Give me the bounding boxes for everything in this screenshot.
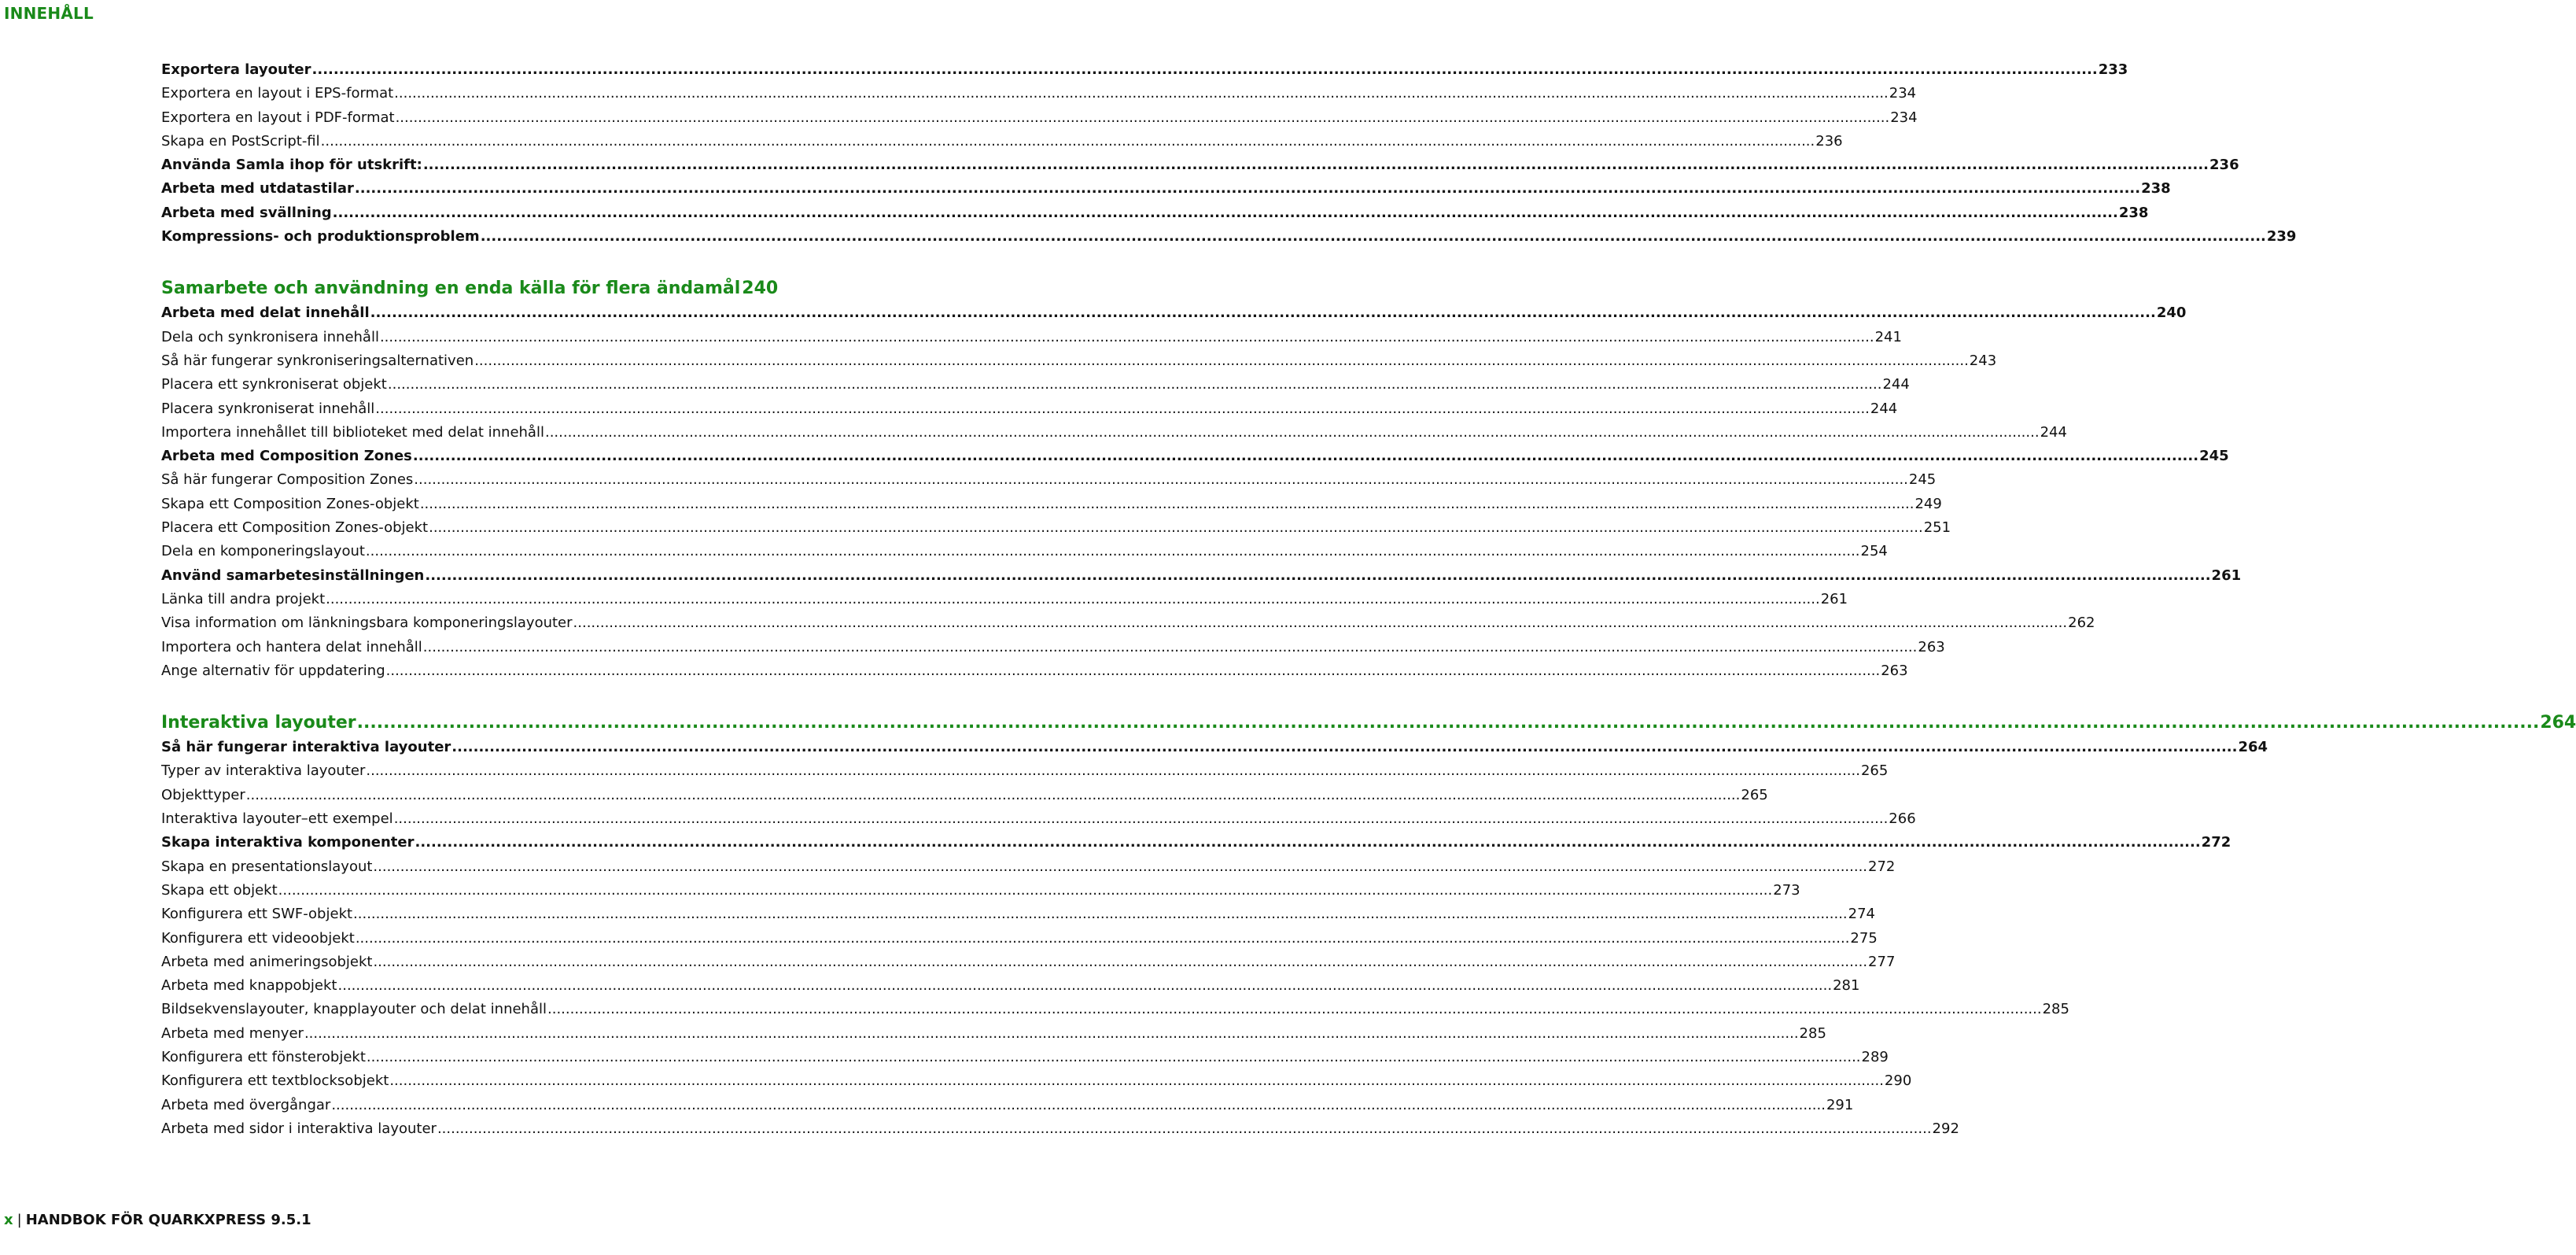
toc-entry-label: Arbeta med svällning (161, 204, 332, 221)
toc-entry-page-number: 290 (1884, 1072, 1912, 1090)
toc-dot-leader (481, 225, 2266, 249)
toc-entry-page-number: 236 (1815, 132, 1843, 149)
toc-dot-leader (278, 879, 1773, 902)
toc-entry-page-number: 291 (1826, 1096, 1854, 1113)
toc-entry[interactable] (161, 974, 1860, 998)
toc-entry-label: Skapa interaktiva komponenter (161, 834, 415, 851)
toc-dot-leader (547, 998, 2042, 1021)
toc-dot-leader (425, 564, 2210, 588)
toc-entry-label: Konfigurera ett videoobjekt (161, 929, 355, 947)
toc-entry[interactable] (161, 540, 1888, 563)
toc-chapter-entry[interactable] (161, 710, 2576, 736)
toc-entry-label: Arbeta med menyer (161, 1024, 304, 1042)
toc-dot-leader (420, 493, 1914, 516)
toc-entry-label: Dela och synkronisera innehåll (161, 328, 379, 345)
toc-entry[interactable] (161, 879, 1800, 902)
page-footer (4, 1212, 311, 1228)
toc-entry[interactable] (161, 58, 2128, 82)
toc-entry-page-number: 236 (2209, 157, 2239, 174)
toc-entry[interactable] (161, 831, 2231, 855)
toc-entry[interactable] (161, 130, 1843, 153)
toc-dot-leader (474, 349, 1969, 373)
toc-entry[interactable] (161, 611, 2095, 635)
toc-entry-label: Placera ett synkroniserat objekt (161, 376, 387, 393)
toc-entry[interactable] (161, 1094, 1854, 1117)
toc-entry-label: Interaktiva layouter (161, 713, 356, 733)
toc-entry-label: Konfigurera ett fönsterobjekt (161, 1048, 366, 1065)
toc-entry-page-number: 292 (1932, 1120, 1959, 1137)
toc-entry[interactable] (161, 516, 1951, 540)
toc-entry-page-number: 281 (1833, 977, 1860, 995)
page-header-title: INNEHÅLL (4, 4, 94, 23)
toc-entry[interactable] (161, 493, 1942, 516)
toc-entry[interactable] (161, 902, 1876, 926)
toc-entry-page-number: 249 (1914, 495, 1942, 512)
toc-entry-page-number: 261 (2211, 567, 2242, 584)
toc-dot-leader (353, 902, 1848, 926)
toc-dot-leader (413, 445, 2198, 468)
toc-entry-page-number: 251 (1923, 519, 1951, 537)
toc-dot-leader (304, 1022, 1799, 1046)
toc-entry[interactable] (161, 636, 1945, 659)
toc-dot-leader (396, 106, 1890, 130)
toc-entry[interactable] (161, 349, 1997, 373)
toc-entry-label: Dela en komponeringslayout (161, 543, 365, 560)
toc-entry-page-number: 254 (1860, 543, 1888, 560)
toc-entry-label: Så här fungerar synkroniseringsalternativen (161, 352, 474, 369)
toc-entry[interactable] (161, 1117, 1959, 1141)
toc-entry-page-number: 234 (1889, 85, 1917, 102)
toc-entry-label: Exportera layouter (161, 61, 311, 78)
toc-entry-label: Arbeta med sidor i interaktiva layouter (161, 1120, 437, 1137)
toc-entry[interactable] (161, 736, 2268, 759)
toc-entry-label: Importera och hantera delat innehåll (161, 638, 422, 655)
toc-entry-label: Placera ett Composition Zones-objekt (161, 519, 429, 537)
toc-entry-page-number: 239 (2266, 228, 2297, 245)
toc-dot-leader (312, 58, 2098, 82)
toc-dot-leader (367, 1046, 1861, 1069)
toc-entry[interactable] (161, 445, 2229, 468)
toc-entry-label: Skapa ett objekt (161, 881, 278, 899)
toc-dot-leader (366, 759, 1860, 783)
toc-entry-page-number: 273 (1773, 881, 1800, 899)
toc-entry[interactable] (161, 106, 1918, 130)
toc-entry[interactable] (161, 301, 2187, 325)
footer-book-title: HANDBOK FÖR QUARKXPRESS 9.5.1 (25, 1212, 311, 1228)
toc-entry-label: Kompressions- och produktionsproblem (161, 228, 480, 245)
toc-chapter-gap (161, 249, 741, 275)
toc-entry-page-number: 285 (1799, 1024, 1826, 1042)
toc-entry-page-number: 263 (1881, 662, 1908, 679)
toc-dot-leader (414, 468, 1908, 492)
toc-entry-label: Exportera en layout i EPS-format (161, 85, 394, 102)
toc-entry-label: Skapa en presentationslayout (161, 858, 373, 875)
toc-entry[interactable] (161, 177, 2171, 201)
toc-entry-label: Interaktiva layouter–ett exempel (161, 810, 393, 828)
toc-entry-label: Bildsekvenslayouter, knapplayouter och delat innehåll (161, 1001, 547, 1018)
toc-dot-leader (246, 784, 1741, 807)
toc-dot-leader (373, 950, 1867, 974)
toc-entry[interactable] (161, 588, 1848, 611)
toc-entry-page-number: 245 (1908, 471, 1937, 489)
toc-entry[interactable] (161, 659, 1908, 683)
toc-entry-label: Exportera en layout i PDF-format (161, 109, 395, 126)
toc-entry-label: Konfigurera ett SWF-objekt (161, 906, 353, 923)
toc-entry[interactable] (161, 1046, 1889, 1069)
toc-dot-leader (573, 611, 2068, 635)
toc-entry[interactable] (161, 784, 1768, 807)
toc-entry-page-number: 266 (1889, 810, 1916, 828)
toc-dot-leader (356, 927, 1850, 950)
toc-entry[interactable] (161, 153, 2239, 177)
toc-dot-leader (386, 659, 1881, 683)
toc-chapter-entry[interactable] (161, 275, 779, 301)
toc-dot-leader (394, 807, 1889, 831)
toc-entry-label: Visa information om länkningsbara komponeringslayouter (161, 615, 573, 632)
toc-dot-leader (389, 1069, 1884, 1093)
toc-entry-label: Använda Samla ihop för utskrift: (161, 157, 422, 174)
toc-entry[interactable] (161, 225, 2297, 249)
toc-entry-label: Typer av interaktiva layouter (161, 762, 366, 780)
toc-entry[interactable] (161, 998, 2069, 1021)
toc-entry-page-number: 245 (2199, 448, 2229, 465)
toc-entry-label: Samarbete och användning en enda källa för flera ändamål (161, 279, 741, 299)
toc-entry-label: Skapa ett Composition Zones-objekt (161, 495, 419, 512)
toc-entry-page-number: 244 (1882, 376, 1910, 393)
toc-dot-leader (451, 736, 2237, 759)
toc-entry-page-number: 272 (2201, 834, 2231, 851)
footer-separator: | (17, 1212, 22, 1228)
toc-entry[interactable] (161, 564, 2242, 588)
toc-entry-label: Så här fungerar Composition Zones (161, 471, 414, 489)
toc-dot-leader (373, 855, 1867, 879)
toc-entry-label: Arbeta med Composition Zones (161, 448, 412, 465)
toc-entry-page-number: 275 (1850, 929, 1878, 947)
toc-entry-page-number: 264 (2540, 713, 2576, 733)
toc-entry[interactable] (161, 807, 1916, 831)
toc-entry-label: Objekttyper (161, 786, 245, 803)
toc-entry-page-number: 263 (1918, 638, 1945, 655)
toc-entry-label: Ange alternativ för uppdatering (161, 662, 385, 679)
toc-entry[interactable] (161, 201, 2149, 225)
toc-entry[interactable] (161, 468, 1937, 492)
toc-entry-label: Så här fungerar interaktiva layouter (161, 739, 451, 756)
toc-dot-leader (321, 130, 1815, 153)
toc-entry-page-number: 240 (2156, 305, 2187, 322)
toc-dot-leader (380, 326, 1874, 349)
toc-entry-label: Importera innehållet till biblioteket med delat innehåll (161, 423, 544, 441)
toc-entry-page-number: 240 (742, 279, 779, 299)
toc-entry-page-number: 264 (2238, 739, 2268, 756)
toc-dot-leader (370, 301, 2156, 325)
toc-entry[interactable] (161, 759, 1889, 783)
toc-entry-page-number: 272 (1868, 858, 1896, 875)
toc-entry-page-number: 285 (2042, 1001, 2069, 1018)
toc-entry[interactable] (161, 855, 1896, 879)
toc-dot-leader (423, 636, 1918, 659)
toc-entry-label: Arbeta med knappobjekt (161, 977, 337, 995)
toc-entry[interactable] (161, 421, 2067, 445)
toc-entry-label: Arbeta med utdatastilar (161, 180, 354, 197)
toc-entry-label: Länka till andra projekt (161, 590, 326, 607)
toc-entry-page-number: 274 (1848, 906, 1876, 923)
footer-page-number: x (4, 1212, 13, 1228)
toc-entry-label: Konfigurera ett textblocksobjekt (161, 1072, 389, 1090)
toc-entry-label: Arbeta med övergångar (161, 1096, 331, 1113)
toc-dot-leader (437, 1117, 1932, 1141)
toc-dot-leader (545, 421, 2040, 445)
toc-chapter-gap (161, 683, 741, 710)
toc-entry-label: Arbeta med delat innehåll (161, 305, 370, 322)
toc-dot-leader (415, 831, 2200, 855)
toc-entry[interactable] (161, 1022, 1826, 1046)
toc-entry-page-number: 244 (1870, 400, 1898, 417)
table-of-contents (161, 58, 2576, 1141)
toc-dot-leader (333, 201, 2118, 225)
toc-entry-page-number: 241 (1874, 328, 1902, 345)
toc-entry[interactable] (161, 950, 1896, 974)
toc-entry-page-number: 234 (1890, 109, 1918, 126)
toc-entry-page-number: 233 (2098, 61, 2128, 78)
toc-dot-leader (388, 373, 1882, 397)
toc-dot-leader (355, 177, 2140, 201)
toc-entry-page-number: 244 (2040, 423, 2067, 441)
toc-entry-page-number: 277 (1868, 953, 1896, 970)
toc-entry-label: Använd samarbetesinställningen (161, 567, 425, 584)
toc-entry-page-number: 265 (1741, 786, 1768, 803)
toc-entry-page-number: 261 (1820, 590, 1848, 607)
toc-entry-page-number: 243 (1969, 352, 1997, 369)
toc-dot-leader (338, 974, 1833, 998)
toc-entry-page-number: 289 (1861, 1048, 1889, 1065)
toc-entry[interactable] (161, 82, 1917, 105)
toc-dot-leader (326, 588, 1820, 611)
toc-dot-leader (429, 516, 1923, 540)
toc-entry[interactable] (161, 1069, 1912, 1093)
toc-entry[interactable] (161, 326, 1902, 349)
toc-entry-label: Placera synkroniserat innehåll (161, 400, 375, 417)
toc-entry-page-number: 265 (1860, 762, 1889, 780)
toc-dot-leader (375, 397, 1870, 421)
toc-entry-page-number: 238 (2141, 180, 2171, 197)
toc-entry[interactable] (161, 397, 1898, 421)
toc-dot-leader (366, 540, 1860, 563)
toc-dot-leader (357, 710, 2540, 736)
toc-entry[interactable] (161, 373, 1910, 397)
toc-entry-page-number: 238 (2118, 204, 2149, 221)
toc-entry[interactable] (161, 927, 1878, 950)
toc-dot-leader (394, 82, 1889, 105)
toc-dot-leader (331, 1094, 1826, 1117)
toc-dot-leader (423, 153, 2209, 177)
toc-entry-label: Arbeta med animeringsobjekt (161, 953, 373, 970)
toc-entry-page-number: 262 (2068, 615, 2095, 632)
toc-entry-label: Skapa en PostScript-fil (161, 132, 320, 149)
